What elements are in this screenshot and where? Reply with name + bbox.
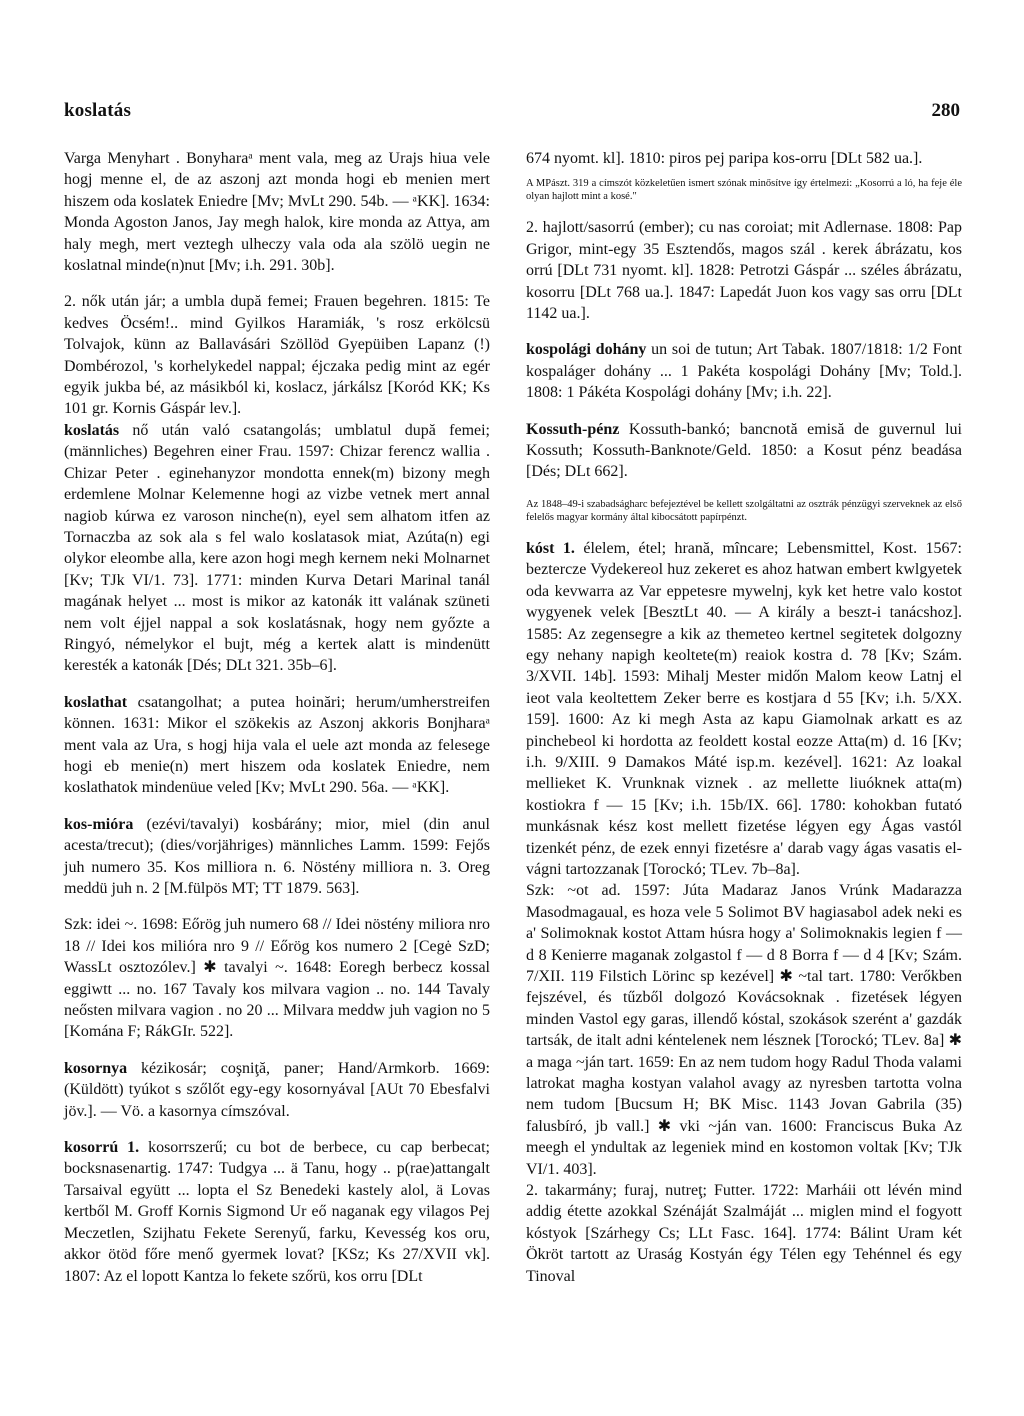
- running-header: [64, 100, 960, 130]
- dictionary-entry: [64, 692, 490, 799]
- dictionary-entry: [526, 148, 962, 169]
- entry-text: Varga Menyhart . Bonyharaᵃ ment vala, meg az Urajs hiua vele hogj menne el, de az aszonj azt monda hogi eb menien mert hiszem oda koslatek Eniedre [Mv; MvLt 290. 54b. — ᵃKK]. 1634: Monda Agoston Janos, Jay megh halok, kire monda az Attya, am haly megh, mert veztegh ulheczy vala oda ala szölö uegin ne koslatnal minde(n)nut [Mv; i.h. 291. 30b].: [64, 150, 490, 275]
- dictionary-entry: [64, 814, 490, 900]
- dictionary-entry: [64, 291, 490, 419]
- entry-headword: kos-mióra: [64, 815, 134, 833]
- entry-text: un soi de tutun; Art Tabak. 1807/1818: 1/2 Font kospaláger dohány ... 1 Pakéta kospolági Dohány [Mv; Told.]. 1808: 1 Pákéta Kospolági dohány [Mv; i.h. 22].: [526, 341, 962, 402]
- dictionary-entry: [526, 419, 962, 483]
- entry-headword: koslatás: [64, 421, 120, 439]
- entry-text: kosorrszerű; cu bot de berbece, cu cap berbecat; bocksnasenartig. 1747: Tudgya ... ä Tanu, hogy .. p(rae)attangalt Tarsaival együtt ... lopta el Sz Benedeki kastely alol, ä Lovas kertből M. Groff Kornis Sigmond Ur eő naganak egy vilagos Pej Meczetlen, Szijhatu Fekete Serenyű, farku, Kevesség kos oru, akkor ötöd főre menő gyermek lovat? [KSz; Ks 27/XVII vk]. 1807: Az el lopott Kantza lo fekete szőrü, kos orru [DLt: [64, 1139, 490, 1285]
- editorial-note: [526, 498, 962, 524]
- running-headword: koslatás: [64, 100, 132, 121]
- entry-text: Szk: idei ~. 1698: Eőrög juh numero 68 // Idei nöstény miliora nro 18 // Idei kos milióra nro 9 // Eőrög kos numero 2 [Cegė SzD; WassLt osztozólev.] ✱ tavalyi ~. 1648: Eoregh berbecz kossal eggiwtt ... no. 167 Tavaly kos milvara vagion .. no. 144 Tavaly neősten milvara vagion . no 20 ... Milvara meddw juh vagion no 5 [Komána F; RákGIr. 522].: [64, 916, 490, 1041]
- entry-headword: kosorrú 1.: [64, 1139, 140, 1157]
- right-column: [526, 148, 962, 1287]
- entry-text: Kossuth-bankó; bancnotă emisă de guvernul lui Kossuth; Kossuth-Banknote/Geld. 1850: a Kosut pénz beadása [Dés; DLt 662].: [526, 420, 962, 481]
- entry-text: Az 1848–49-i szabadságharc befejeztével be kellett szolgáltatni az osztrák pénzügyi szerveknek az első felelős magyar kormány által kibocsátott papírpénzt.: [526, 498, 962, 523]
- page-number: 280: [931, 100, 960, 121]
- entry-headword: kospolági dohány: [526, 341, 647, 359]
- left-column: [64, 148, 490, 1302]
- entry-text: Szk: ~ot ad. 1597: Júta Madaraz Janos Vrúnk Madarazza Masodmagaual, es hoza vele 5 Solimot BV hagiasabol adek neki es a' Solimoknak kostot Attam húsra hogy a' Solimoknakis legien f — d 8 Kenierre maganak zolgastol f — d 8 Borra f — d 4 [Kv; Szám. 7/XII. 119 Filstich Lörinc sp kezével] ✱ ~tal tart. 1780: Verőkben fejszével, és tűzből dolgozó Kovácsoknak . fizetések légyen minden Vastol egy garas, illendő kóstal, szokások szerént a' gazdák tartsák, de italt adni kéntelenek nem lésznek [Torockó; TLev. 8a] ✱ a maga ~ján tart. 1659: En az nem tudom hogy Radul Thoda valami latrokat magha kostyan valahol avagy az nyresben tartotta volna nem tudom [Bucsum H; BK Misc. 1143 Jovan Gabrila (35) falusbíró, jb vall.] ✱ vki ~ján van. 1600: Franciscus Buka Az meegh el yndultak az legeniek mind en kostomon voltak [Kv; TJk VI/1. 403].: [526, 882, 962, 1178]
- entry-text: A MPászt. 319 a címszót közkeletűen ismert szónak minősítve így értelmezi: „Kosorrú a ló, ha feje éle olyan hajlott mint a kosé.": [526, 178, 962, 203]
- entry-text: 2. takarmány; furaj, nutreţ; Futter. 1722: Marháii ott lévén mind addig étette azokkal Szénáját Szalmáját ... miglen mind el fogyott kóstyok [Szárhegy Cs; LLt Fasc. 164]. 1774: Bálint Uram két Ökröt tartott az Uraság Kostyán égy Télen egy Tehénnel és egy Tinoval: [526, 1182, 962, 1285]
- dictionary-entry: [64, 1137, 490, 1287]
- entry-text: nő után való csatangolás; umblatul după femei; (männliches) Begehren einer Frau. 1597: Chizar ferencz wallia . Chizar Peter . eginehanyzor mondotta ennek(m) bizony megh erdemlene Molnar Kelemenne hogi az vizbe vetnek mert annal nagiob kúrwa ez varoson ninche(n), eyel sem alhatom itfen az Tornaczba az sok ala s fel walo koslatasok miat, Azúta(n) egi olykor eleombe alla, kere azon hogi megh kernem neki Molnarnet [Kv; TJk VI/1. 73]. 1771: minden Kurva Detari Marinal tanál magának helyet ... most is mikor az katonák itt valának szüneti nem volt éjjel nappal a sok koslatásnak, hogy nem győzte a Ringyó, némelykor el bujt, még a kertek alatt is mindenütt keresték a katonák [Dés; DLt 321. 35b–6].: [64, 421, 490, 675]
- entry-headword: kóst 1.: [526, 539, 575, 557]
- entry-text: 2. nők után jár; a umbla după femei; Frauen begehren. 1815: Te kedves Öcsém!.. mind Gyilkos Haramiák, 's rosz erkölcsü Tolvajok, künn az Ballavásári Szöllöd Gyepüiben Lapanz (!) Dombérozol, 's korhelykedel nappal; éjczaka pedig mint az egér egyik jukba bé, az másikból ki, koslacz, járkálsz [Koród KK; Ks 101 gr. Kornis Gáspár lev.].: [64, 293, 490, 418]
- dictionary-entry: [526, 1180, 962, 1287]
- dictionary-entry: [64, 914, 490, 1042]
- dictionary-entry: [64, 1058, 490, 1122]
- dictionary-entry: [64, 420, 490, 677]
- entry-text: csatangolhat; a putea hoinări; herum/umherstreifen können. 1631: Mikor el szökekis az Aszonj akkoris Bonjharaᵃ ment vala az Ura, s hogj hija vala el uele azt monda az felesege hogi eb menie(n) mert hiszem oda koslatek Eniedre, nem koslathatok mindenüue veled [Kv; MvLt 290. 56a. — ᵃKK].: [64, 693, 490, 797]
- entry-headword: Kossuth-pénz: [526, 420, 620, 438]
- dictionary-entry: [526, 217, 962, 324]
- editorial-note: [526, 177, 962, 203]
- entry-text: kézikosár; coşniţă, paner; Hand/Armkorb. 1669: (Küldött) tyúkot s szőlőt egy-egy kosornyával [AUt 70 Ebesfalvi jöv.]. — Vö. a kasornya címszóval.: [64, 1059, 490, 1120]
- entry-text: 2. hajlott/sasorrú (ember); cu nas coroiat; mit Adlernase. 1808: Pap Grigor, mint-egy 35 Esztendős, magos szál . kerek ábrázatu, kos orrú [DLt 731 nyomt. kl]. 1828: Petrotzi Gáspár ... széles ábrázatu, kosorru [DLt 768 ua.]. 1847: Lapedát Juon kos vagy sas orru [DLt 1142 ua.].: [526, 219, 962, 323]
- entry-headword: kosornya: [64, 1059, 128, 1077]
- dictionary-entry: [64, 148, 490, 276]
- dictionary-entry: [526, 880, 962, 1180]
- dictionary-entry: [526, 339, 962, 403]
- entry-text: (ezévi/tavalyi) kosbárány; mior, miel (din anul acesta/trecut); (dies/vorjähriges) männliches Lamm. 1599: Fejős juh numero 35. Kos milliora n. 6. Nöstény milliora n. 3. Oreg meddü juh n. 2 [M.fülpös MT; TT 1879. 563].: [64, 815, 490, 897]
- entry-text: élelem, étel; hrană, mîncare; Lebensmittel, Kost. 1567: beztercze Vydekereol huz zekeret es ahoz hatwan embert kwlgyetek oda kevwarra az Var eppetesre mywelnj, kyk ket hetre valo kostot wygyenek velek [BesztLt 40. — A király a beszt-i tanácshoz]. 1585: Az zegensegre a kik az themeteo kertnel segitetek dolgozny egy nehany napigh keoltete(m) reaiok kostra d. 78 [Kv; Szám. 3/XVII. 14b]. 1593: Mihalj Mester midőn Malom keow Latnj el ieot vala keoltettem Zeker berre es kostjara d 55 [Kv; i.h. 5/XX. 159]. 1600: Az ki megh Asta az kapu Giamolnak arkatt es az pinchebeol ki hordotta az feoldett kostal eozze Atta(m) d. 16 [Kv; i.h. 9/XIII. 9 Damakos Máté isp.m. kezével]. 1621: Az loakal mellieket K. Vrunknak viznek . az mellette liuóknek atta(m) kostiokra f — 15 [Kv; i.h. 15b/IX. 66]. 1780: kohokban futató munkásnak kész kost mellett fizetése légyen egy Ágas vastól tizenkét pénz, de ezek ennyi fizetésre a' darab vagy ágas vasatis el-vágni tartozzanak [Torockó; TLev. 7b–8a].: [526, 539, 963, 878]
- entry-text: 674 nyomt. kl]. 1810: piros pej paripa kos-orru [DLt 582 ua.].: [526, 150, 923, 167]
- entry-headword: koslathat: [64, 693, 128, 711]
- dictionary-entry: [526, 538, 962, 881]
